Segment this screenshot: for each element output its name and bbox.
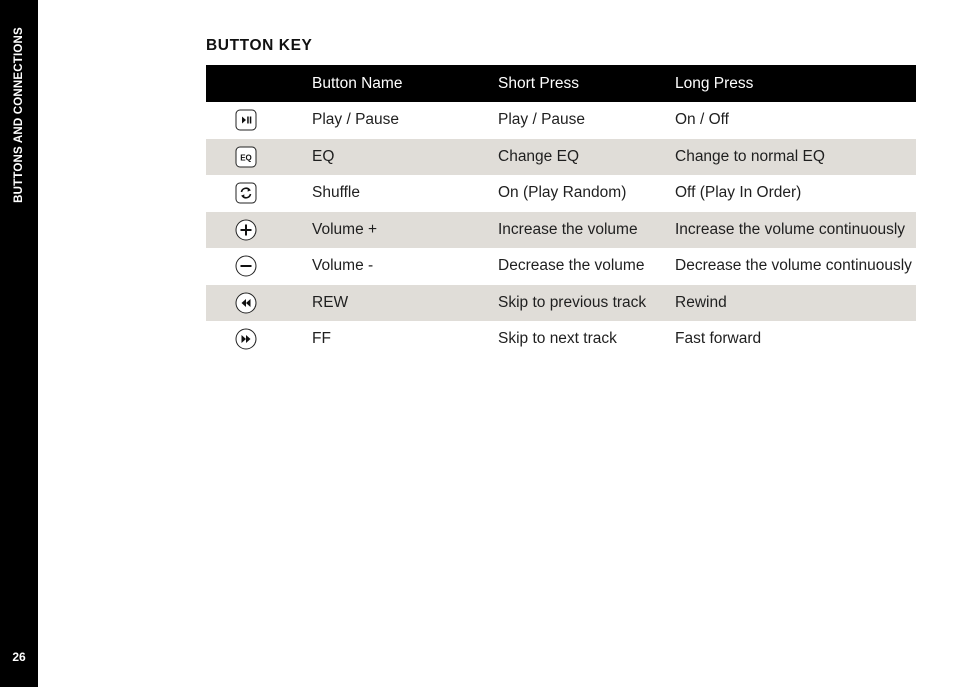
short-press: Skip to previous track <box>498 285 675 322</box>
short-press: Play / Pause <box>498 111 586 129</box>
long-press: Increase the volume continuously <box>675 212 916 249</box>
short-press: Skip to next track <box>498 330 617 348</box>
long-press: On / Off <box>675 111 729 129</box>
play-pause-icon <box>235 109 257 131</box>
page-number: 26 <box>12 650 26 664</box>
rewind-icon <box>235 292 257 314</box>
button-name: FF <box>312 330 331 348</box>
long-press: Off (Play In Order) <box>675 184 802 202</box>
button-name: Shuffle <box>312 184 360 202</box>
table-header-row <box>206 65 916 102</box>
short-press: On (Play Random) <box>498 184 627 202</box>
button-name: REW <box>286 285 498 322</box>
section-label: BUTTONS AND CONNECTIONS <box>13 27 25 203</box>
table-row <box>206 102 916 139</box>
button-name: Volume + <box>286 212 498 249</box>
button-name: EQ <box>286 139 498 176</box>
table-row <box>206 175 916 212</box>
header-icon <box>206 65 286 102</box>
short-press: Decrease the volume <box>498 257 645 275</box>
header-short-press: Short Press <box>498 65 675 102</box>
header-button-name: Button Name <box>286 65 498 102</box>
eq-icon <box>235 146 257 168</box>
table-row <box>206 321 916 358</box>
volume-up-icon <box>235 219 257 241</box>
shuffle-icon <box>235 182 257 204</box>
button-name: Volume - <box>312 257 374 275</box>
long-press: Change to normal EQ <box>675 139 916 176</box>
volume-down-icon <box>235 255 257 277</box>
table-row <box>206 248 916 285</box>
eq-icon-text: EQ <box>240 153 252 163</box>
table-row <box>206 212 916 249</box>
section-title: BUTTON KEY <box>206 37 313 54</box>
long-press: Fast forward <box>675 330 762 348</box>
fast-forward-icon <box>235 328 257 350</box>
long-press: Rewind <box>675 285 916 322</box>
button-name: Play / Pause <box>312 111 400 129</box>
table-row <box>206 285 916 322</box>
button-key-table <box>206 65 916 358</box>
long-press: Decrease the volume continuously <box>675 257 912 275</box>
sidebar <box>0 0 38 687</box>
table-row <box>206 139 916 176</box>
header-long-press: Long Press <box>675 65 916 102</box>
short-press: Increase the volume <box>498 212 675 249</box>
short-press: Change EQ <box>498 139 675 176</box>
